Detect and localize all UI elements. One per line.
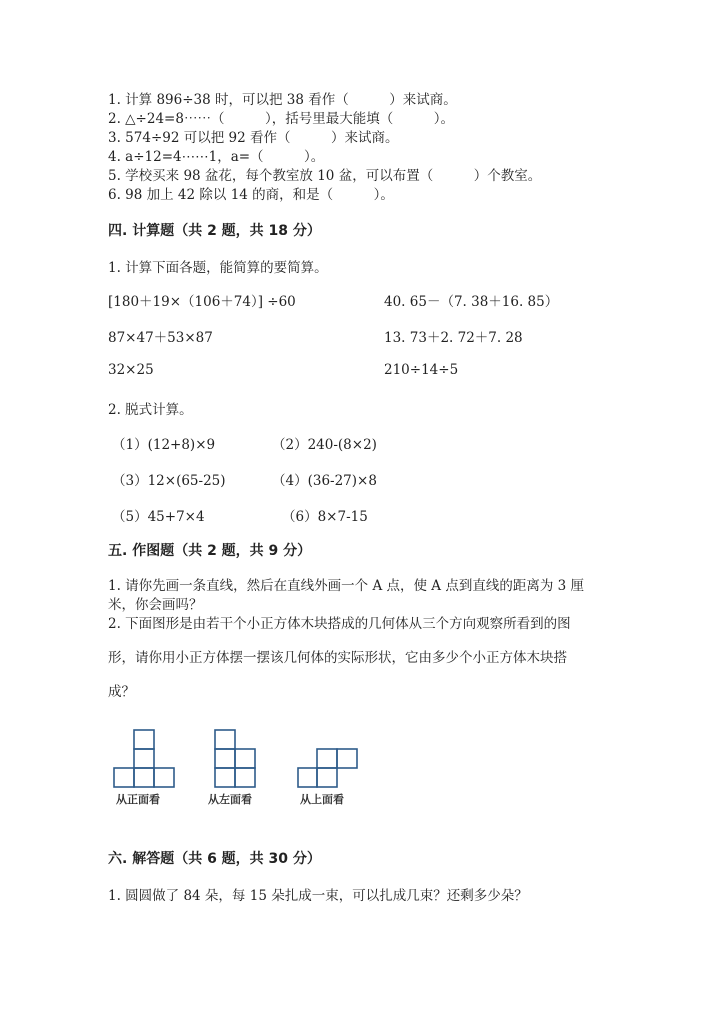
fill-question-6: 6. 98 加上 42 除以 14 的商，和是（ ）。 <box>108 187 394 203</box>
calc-item-5: 32×25 <box>108 362 154 378</box>
fill-question-3: 3. 574÷92 可以把 92 看作（ ）来试商。 <box>108 130 399 146</box>
step-calc-4: （4）(36-27)×8 <box>272 473 377 489</box>
section-6-question-1: 1. 圆圆做了 84 朵，每 15 朵扎成一束，可以扎成几束？还剩多少朵？ <box>108 888 528 904</box>
section-4-title: 四. 计算题（共 2 题，共 18 分） <box>108 223 321 239</box>
step-calc-2: （2）240-(8×2) <box>272 437 377 453</box>
front-view-grid <box>114 730 174 787</box>
calc-item-1: [180＋19×（106＋74）] ÷60 <box>108 294 296 310</box>
section-4-question-1: 1. 计算下面各题，能简算的要简算。 <box>108 260 328 276</box>
section-5-question-2-line-3: 成？ <box>108 684 135 700</box>
calc-item-4: 13. 73＋2. 72＋7. 28 <box>384 330 523 346</box>
section-4-question-2: 2. 脱式计算。 <box>108 402 193 418</box>
fill-question-2: 2. △÷24=8⋯⋯（ ），括号里最大能填（ ）。 <box>108 111 454 127</box>
section-5-question-1-line-1: 1. 请你先画一条直线，然后在直线外画一个 A 点，使 A 点到直线的距离为 3 厘 <box>108 578 585 594</box>
fill-question-4: 4. a÷12=4⋯⋯1，a=（ ）。 <box>108 149 325 165</box>
step-calc-6: （6）8×7-15 <box>282 509 368 525</box>
section-5-title: 五. 作图题（共 2 题，共 9 分） <box>108 543 312 559</box>
section-6-title: 六. 解答题（共 6 题，共 30 分） <box>108 851 321 867</box>
calc-item-2: 40. 65－（7. 38＋16. 85） <box>384 294 559 310</box>
fill-question-1: 1. 计算 896÷38 时，可以把 38 看作（ ）来试商。 <box>108 92 457 108</box>
three-view-diagram <box>0 720 720 820</box>
top-view-grid <box>298 749 357 787</box>
section-5-question-1-line-2: 米，你会画吗？ <box>108 597 203 613</box>
calc-item-3: 87×47＋53×87 <box>108 330 213 346</box>
calc-item-6: 210÷14÷5 <box>384 362 459 378</box>
fill-question-5: 5. 学校买来 98 盆花，每个教室放 10 盆，可以布置（ ）个教室。 <box>108 168 542 184</box>
left-view-grid <box>215 730 255 787</box>
top-view-label: 从上面看 <box>300 793 344 806</box>
front-view-label: 从正面看 <box>116 793 160 806</box>
step-calc-1: （1）(12+8)×9 <box>112 437 216 453</box>
step-calc-5: （5）45+7×4 <box>112 509 205 525</box>
section-5-question-2-line-2: 形，请你用小正方体摆一摆该几何体的实际形状，它由多少个小正方体木块搭 <box>108 650 567 666</box>
step-calc-3: （3）12×(65-25) <box>112 473 226 489</box>
left-view-label: 从左面看 <box>208 793 252 806</box>
section-5-question-2-line-1: 2. 下面图形是由若干个小正方体木块搭成的几何体从三个方向观察所看到的图 <box>108 616 571 632</box>
